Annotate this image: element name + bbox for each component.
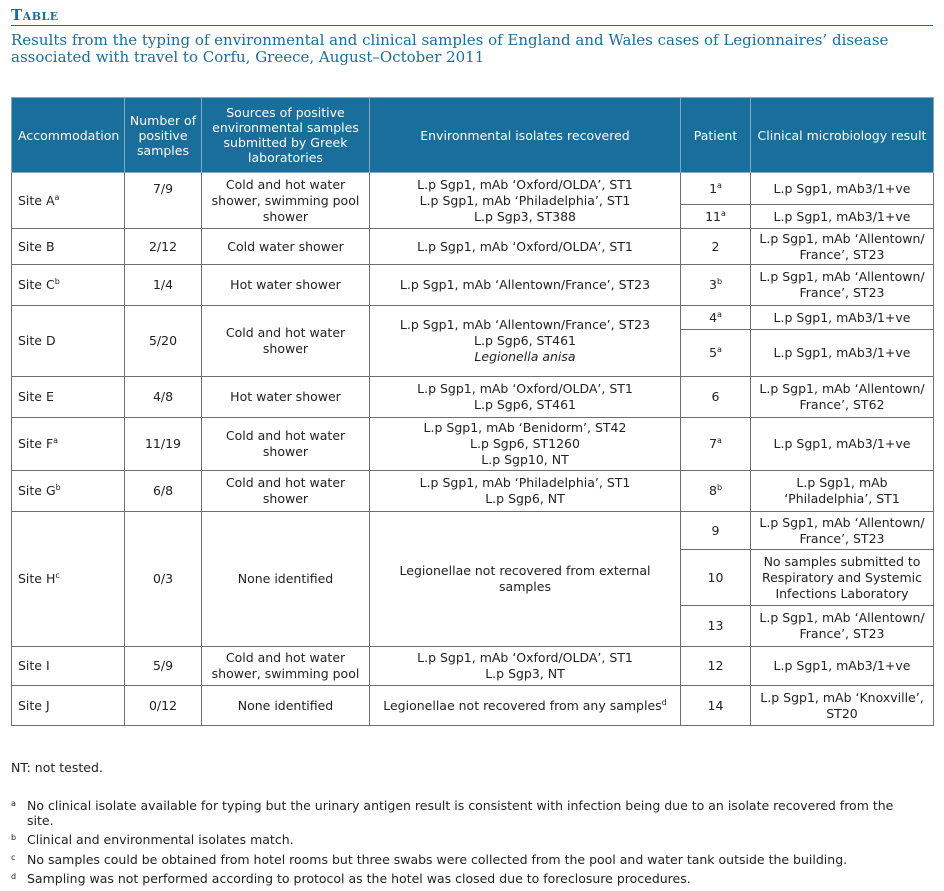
isolates-cell: [370, 471, 681, 512]
footnote-mark: a: [717, 309, 722, 319]
patient-cell: 13: [681, 606, 751, 647]
patient-number: 11: [705, 208, 721, 224]
accommodation-cell: [12, 306, 125, 377]
table-row: [12, 173, 934, 205]
site-name: Site F: [18, 436, 54, 451]
positive-cell: 5/20: [125, 306, 202, 377]
accommodation-cell: [12, 471, 125, 512]
clinical-cell: L.p Sgp1, mAb3/1+ve: [751, 173, 934, 205]
positive-cell: 5/9: [125, 647, 202, 686]
site-name: Site A: [18, 192, 55, 208]
isolate-line: L.p Sgp6, ST1260: [470, 436, 580, 451]
table-row: [12, 418, 934, 471]
isolate-line: L.p Sgp1, mAb ‘Oxford/OLDA’, ST1: [417, 176, 633, 192]
accommodation-cell: [12, 418, 125, 471]
clinical-cell: No samples submitted to Respiratory and Systemic Infections Laboratory: [751, 550, 934, 606]
site-name: Site D: [18, 333, 56, 348]
isolates-cell: [370, 377, 681, 418]
footnote-mark: b: [11, 833, 17, 842]
sources-cell: None identified: [202, 686, 370, 726]
isolate-line: L.p Sgp6, ST461: [474, 397, 576, 412]
positive-cell: 11/19: [125, 418, 202, 471]
patient-cell: [681, 265, 751, 306]
footnote-text: Clinical and environmental isolates match.: [27, 832, 294, 847]
footnote-mark: a: [717, 180, 722, 190]
accommodation-cell: [12, 377, 125, 418]
isolates-cell: [370, 418, 681, 471]
isolate-line: L.p Sgp1, mAb ‘Philadelphia’, ST1: [419, 192, 631, 208]
table-row: [12, 306, 934, 330]
isolates-cell: [370, 173, 681, 229]
isolate-line: L.p Sgp1, mAb ‘Oxford/OLDA’, ST1: [417, 650, 633, 665]
footnote-mark: d: [11, 872, 17, 881]
sources-cell: Cold water shower: [202, 229, 370, 265]
accommodation-cell: [12, 686, 125, 726]
table-label: Table: [11, 6, 59, 24]
isolate-line: L.p Sgp3, ST388: [474, 208, 576, 224]
table-row: [12, 377, 934, 418]
clinical-cell: L.p Sgp1, mAb ‘Allentown/ France’, ST23: [751, 265, 934, 306]
patient-number: 5: [709, 345, 718, 360]
positive-cell: 1/4: [125, 265, 202, 306]
positive-cell: 6/8: [125, 471, 202, 512]
footnote-mark: a: [11, 799, 16, 808]
isolates-cell: L.p Sgp1, mAb ‘Allentown/France’, ST23: [370, 265, 681, 306]
positive-cell: 4/8: [125, 377, 202, 418]
isolates-cell: [370, 686, 681, 726]
isolate-line: L.p Sgp1, mAb ‘Allentown/France’, ST23: [399, 317, 651, 332]
patient-cell: [681, 306, 751, 330]
positive-cell: 0/12: [125, 686, 202, 726]
table-row: [12, 229, 934, 265]
patient-cell: 6: [681, 377, 751, 418]
isolate-line: Legionella anisa: [474, 349, 576, 364]
clinical-cell: L.p Sgp1, mAb3/1+ve: [751, 205, 934, 229]
isolates-cell: Legionellae not recovered from external samples: [370, 512, 681, 647]
clinical-cell: L.p Sgp1, mAb ‘Allentown/ France’, ST23: [751, 229, 934, 265]
table-title: Results from the typing of environmental and clinical samples of England and Wales cases of Legionnaires’ disease associated with travel to Corfu, Greece, August–October 2011: [11, 31, 889, 66]
footnote-mark: a: [53, 435, 59, 445]
footnote-mark: b: [716, 276, 723, 286]
clinical-cell: L.p Sgp1, mAb ‘Knoxville’, ST20: [751, 686, 934, 726]
clinical-cell: L.p Sgp1, mAb3/1+ve: [751, 647, 934, 686]
patient-cell: 14: [681, 686, 751, 726]
sources-cell: Hot water shower: [202, 377, 370, 418]
patient-cell: 10: [681, 550, 751, 606]
site-name: Site C: [18, 277, 55, 292]
patient-cell: [681, 205, 751, 229]
site-name: Site E: [18, 389, 54, 404]
footnote-text: Sampling was not performed according to protocol as the hotel was closed due to foreclosure procedures.: [27, 871, 691, 886]
patient-cell: [681, 471, 751, 512]
footnote-mark: b: [54, 276, 60, 286]
isolate-line: L.p Sgp3, NT: [485, 666, 565, 681]
sources-cell: Cold and hot water shower, swimming pool: [202, 647, 370, 686]
patient-number: 1: [709, 180, 718, 196]
accommodation-cell: [12, 512, 125, 647]
patient-number: 4: [709, 309, 718, 325]
patient-number: 3: [708, 277, 717, 292]
site-name: Site B: [18, 238, 55, 254]
isolate-line: L.p Sgp1, mAb ‘Philadelphia’, ST1: [419, 475, 631, 490]
table-row: [12, 265, 934, 306]
patient-cell: 12: [681, 647, 751, 686]
col-isolates: Environmental isolates recovered: [370, 98, 681, 173]
sources-cell: Hot water shower: [202, 265, 370, 306]
site-name: Site I: [18, 658, 50, 673]
col-patient: Patient: [681, 98, 751, 173]
footnote-mark: b: [716, 482, 723, 492]
header-rule: [11, 25, 933, 26]
accommodation-cell: [12, 173, 125, 229]
accommodation-cell: [12, 647, 125, 686]
table-row: [12, 686, 934, 726]
header-row: [12, 98, 934, 173]
clinical-cell: L.p Sgp1, mAb3/1+ve: [751, 418, 934, 471]
col-clinical: Clinical microbiology result: [751, 98, 934, 173]
isolate-line: L.p Sgp1, mAb ‘Oxford/OLDA’, ST1: [417, 381, 633, 396]
positive-cell: 2/12: [125, 229, 202, 265]
patient-cell: 2: [681, 229, 751, 265]
footnote-mark: c: [55, 570, 60, 580]
footnote-mark: a: [54, 192, 60, 202]
positive-cell: 7/9: [125, 173, 202, 229]
footnote-d: [11, 871, 926, 886]
patient-number: 8: [708, 483, 717, 498]
patient-number: 7: [709, 436, 718, 451]
sources-cell: Cold and hot water shower: [202, 471, 370, 512]
isolate-line: L.p Sgp1, mAb ‘Benidorm’, ST42: [423, 420, 627, 435]
patient-cell: 9: [681, 512, 751, 550]
footnote-mark: a: [717, 344, 722, 354]
site-name: Site H: [18, 571, 56, 586]
nt-note: NT: not tested.: [11, 760, 103, 775]
accommodation-cell: [12, 229, 125, 265]
clinical-cell: L.p Sgp1, mAb3/1+ve: [751, 330, 934, 377]
patient-cell: [681, 418, 751, 471]
clinical-cell: L.p Sgp1, mAb ‘Philadelphia’, ST1: [751, 471, 934, 512]
table-row: [12, 512, 934, 550]
col-positive: Number of positive samples: [125, 98, 202, 173]
site-name: Site G: [18, 483, 56, 498]
clinical-cell: L.p Sgp1, mAb ‘Allentown/ France’, ST62: [751, 377, 934, 418]
sources-cell: Cold and hot water shower: [202, 418, 370, 471]
clinical-cell: L.p Sgp1, mAb ‘Allentown/ France’, ST23: [751, 512, 934, 550]
sources-cell: Cold and hot water shower: [202, 306, 370, 377]
patient-cell: [681, 330, 751, 377]
isolate-line: L.p Sgp6, NT: [485, 491, 565, 506]
footnote-mark: a: [721, 208, 726, 218]
footnote-c: [11, 852, 926, 867]
table-row: [12, 471, 934, 512]
results-table: [11, 97, 934, 726]
table-row: [12, 647, 934, 686]
isolate-line: Legionellae not recovered from any samples: [383, 697, 662, 713]
footnote-b: [11, 832, 926, 847]
footnote-text: No clinical isolate available for typing but the urinary antigen result is consistent with infection being due to an isolate recovered from the site.: [27, 798, 894, 828]
clinical-cell: L.p Sgp1, mAb ‘Allentown/ France’, ST23: [751, 606, 934, 647]
isolates-cell: L.p Sgp1, mAb ‘Oxford/OLDA’, ST1: [370, 229, 681, 265]
footnote-text: No samples could be obtained from hotel rooms but three swabs were collected from the pool and water tank outside the building.: [27, 852, 848, 867]
isolates-cell: [370, 647, 681, 686]
isolate-line: L.p Sgp6, ST461: [474, 333, 576, 348]
site-name: Site J: [18, 697, 50, 713]
accommodation-cell: [12, 265, 125, 306]
footnote-mark: a: [717, 435, 722, 445]
patient-cell: [681, 173, 751, 205]
isolate-line: L.p Sgp10, NT: [481, 452, 569, 467]
sources-cell: None identified: [202, 512, 370, 647]
footnote-mark: b: [55, 482, 61, 492]
footnote-mark: d: [661, 697, 667, 707]
footnote-a: [11, 798, 926, 828]
col-sources: Sources of positive environmental samples submitted by Greek laboratories: [202, 98, 370, 173]
footnote-mark: c: [11, 853, 16, 862]
col-accommodation: Accommodation: [12, 98, 125, 173]
clinical-cell: L.p Sgp1, mAb3/1+ve: [751, 306, 934, 330]
sources-cell: Cold and hot water shower, swimming pool shower: [202, 173, 370, 229]
isolates-cell: [370, 306, 681, 377]
positive-cell: 0/3: [125, 512, 202, 647]
